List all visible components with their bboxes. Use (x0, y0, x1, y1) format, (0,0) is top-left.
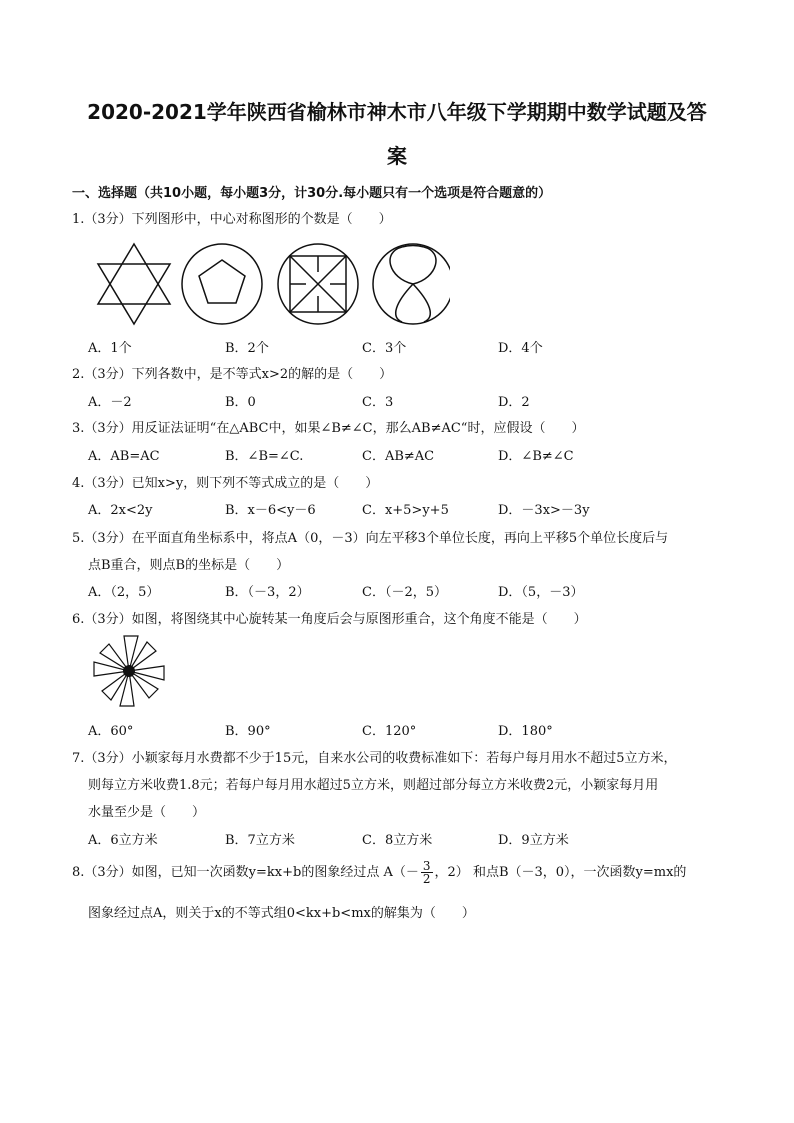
question-6-stem: 6.（3分）如图，将图绕其中心旋转某一角度后会与原图形重合，这个角度不能是（ ） (72, 612, 587, 627)
q7-option-c[interactable]: C．8立方米 (362, 833, 433, 848)
q5-option-b[interactable]: B．（－3，2） (225, 585, 310, 600)
question-1-options (88, 337, 708, 357)
q2-option-d[interactable]: D．2 (498, 395, 530, 410)
fraction-three-halves: $\frac{3}{2}$ (422, 859, 431, 886)
question-5-options (88, 581, 708, 601)
q2-option-a[interactable]: A．－2 (88, 395, 132, 410)
q6-option-c[interactable]: C．120° (362, 724, 417, 739)
q5-option-c[interactable]: C．（－2，5） (362, 585, 447, 600)
page-title (60, 90, 734, 178)
q1-option-c[interactable]: C．3个 (362, 341, 407, 356)
question-3-options (88, 445, 708, 465)
question-7-stem-line-1: 7.（3分）小颖家每月水费都不少于15元，自来水公司的收费标准如下：若每户每月用水不超过5立方米， (72, 751, 677, 766)
q5-option-a[interactable]: A．（2，5） (88, 585, 160, 600)
question-6-options (88, 720, 708, 740)
question-8-stem-line-2: 图象经过点A，则关于x的不等式组0<kx+b<mx的解集为（ ） (88, 906, 475, 921)
q4-option-b[interactable]: B．x－6<y－6 (225, 503, 316, 518)
q3-option-b[interactable]: B．∠B=∠C. (225, 449, 304, 464)
center-dot (123, 665, 135, 677)
q3-option-a[interactable]: A．AB=AC (88, 449, 160, 464)
q1-option-b[interactable]: B．2个 (225, 341, 269, 356)
q3-option-c[interactable]: C．AB≠AC (362, 449, 435, 464)
pinwheel-square-figure (278, 244, 358, 324)
q3-option-d[interactable]: D．∠B≠∠C (498, 449, 574, 464)
question-2-options (88, 391, 708, 411)
section-heading: 一、选择题（共10小题，每小题3分，计30分.每小题只有一个选项是符合题意的） (72, 186, 552, 201)
question-7-options (88, 829, 708, 849)
trefoil-circle-figure (373, 244, 450, 324)
q6-option-a[interactable]: A．60° (88, 724, 134, 739)
title-line-1: 2020-2021学年陕西省榆林市神木市八年级下学期期中数学试题及答 (87, 100, 707, 124)
question-8-stem-line-1 (72, 860, 686, 885)
pentagon-in-circle-figure (182, 244, 262, 324)
q7-option-a[interactable]: A．6立方米 (88, 833, 158, 848)
question-3-stem: 3.（3分）用反证法证明“在△ABC中，如果∠B≠∠C，那么AB≠AC“时，应假设（ ） (72, 421, 585, 436)
q5-option-d[interactable]: D．（5，－3） (498, 585, 584, 600)
q8-point-a: A（－ $\frac{3}{2}$ ，2） (383, 859, 469, 886)
question-4-stem: 4.（3分）已知x>y，则下列不等式成立的是（ ） (72, 476, 379, 491)
q1-option-d[interactable]: D．4个 (498, 341, 543, 356)
title-line-2: 案 (387, 144, 407, 168)
q6-option-b[interactable]: B．90° (225, 724, 271, 739)
hexagram-figure (98, 244, 170, 324)
q1-option-a[interactable]: A．1个 (88, 341, 132, 356)
q2-option-b[interactable]: B．0 (225, 395, 256, 410)
question-7-stem-line-3: 水量至少是（ ） (88, 805, 206, 820)
q4-option-c[interactable]: C．x+5>y+5 (362, 503, 449, 518)
q8-text-a: 8.（3分）如图，已知一次函数y=kx+b的图象经过点 (72, 865, 380, 880)
question-7-stem-line-2: 则每立方米收费1.8元；若每户每月用水超过5立方米，则超过部分每立方米收费2元，小颖家每月用 (88, 778, 659, 793)
q1-figures (90, 242, 450, 326)
question-1-stem: 1.（3分）下列图形中，中心对称图形的个数是（ ） (72, 212, 392, 227)
q4-option-d[interactable]: D．－3x>－3y (498, 503, 590, 518)
q8-text-b: 和点B（－3，0），一次函数y=mx的 (472, 865, 687, 880)
question-5-stem-line-2: 点B重合，则点B的坐标是（ ） (88, 558, 290, 573)
question-4-options (88, 499, 708, 519)
q7-option-d[interactable]: D．9立方米 (498, 833, 569, 848)
question-5-stem-line-1: 5.（3分）在平面直角坐标系中，将点A（0，－3）向左平移3个单位长度，再向上平移5个单位长度后与 (72, 531, 669, 546)
q6-pinwheel-figure (90, 632, 168, 710)
q2-option-c[interactable]: C．3 (362, 395, 394, 410)
q6-option-d[interactable]: D．180° (498, 724, 553, 739)
question-2-stem: 2.（3分）下列各数中，是不等式x>2的解的是（ ） (72, 367, 393, 382)
q4-option-a[interactable]: A．2x<2y (88, 503, 153, 518)
q7-option-b[interactable]: B．7立方米 (225, 833, 295, 848)
